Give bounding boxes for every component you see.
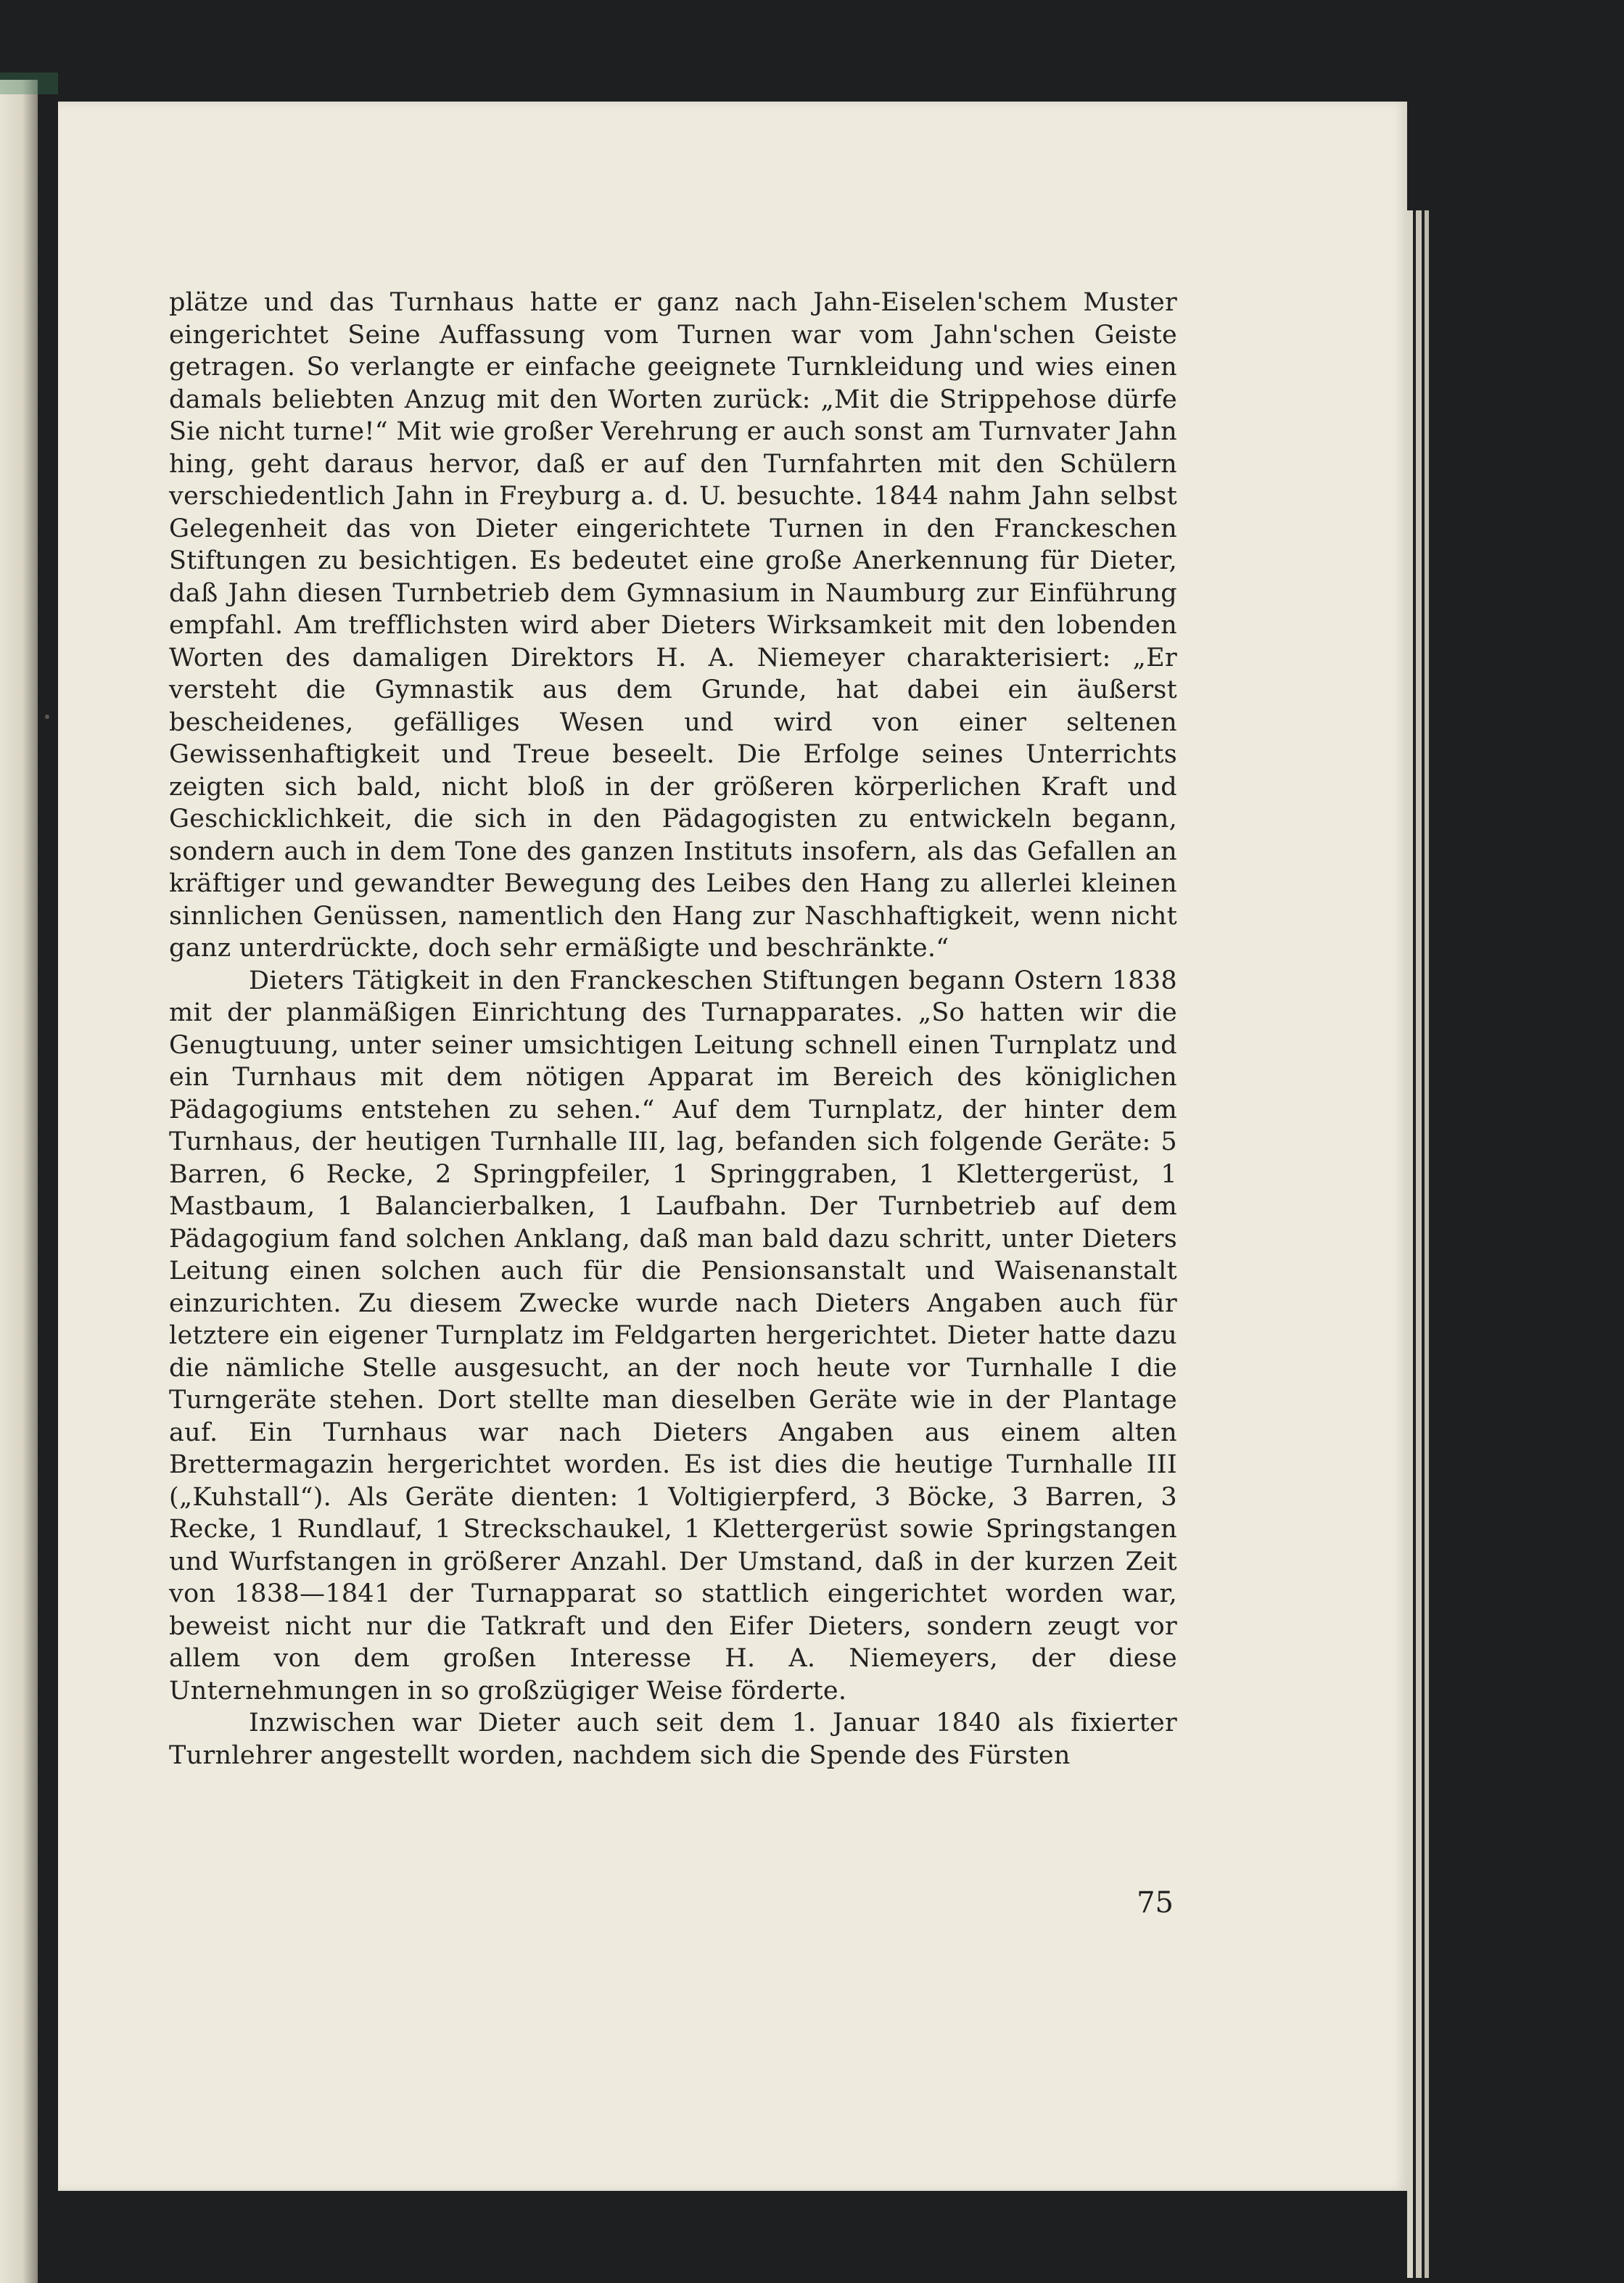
page-edge-stack: [1425, 210, 1429, 2278]
page-edge-stack: [1407, 210, 1413, 2278]
paragraph: Inzwischen war Dieter auch seit dem 1. Januar 1840 als fixierter Turnlehrer angestellt worden, nachdem sich die Spende des Fürsten: [169, 1708, 1177, 1770]
body-text: [169, 287, 1177, 1772]
page-number: 75: [1137, 1886, 1174, 1920]
paragraph: Dieters Tätigkeit in den Franckeschen Stiftungen begann Ostern 1838 mit der planmäßigen Einrichtung des Turnapparates. „So hatten wir die Genugtuung, unter seiner umsichtigen Leitung schnell einen Turnplatz und ein Turnhaus mit dem nötigen Apparat im Bereich des königlichen Pädagogiums entstehen zu sehen.“ Auf dem Turnplatz, der hinter dem Turnhaus, der heutigen Turnhalle III, lag, befanden sich folgende Geräte: 5 Barren, 6 Recke, 2 Springpfeiler, 1 Springgraben, 1 Klettergerüst, 1 Mastbaum, 1 Balancierbalken, 1 Laufbahn. Der Turnbetrieb auf dem Pädagogium fand solchen Anklang, daß man bald dazu schritt, unter Dieters Leitung einen solchen auch für die Pensionsanstalt und Waisenanstalt einzurichten. Zu diesem Zwecke wurde nach Dieters Angaben auch für letztere ein eigener Turnplatz im Feldgarten hergerichtet. Dieter hatte dazu die nämliche Stelle ausgesucht, an der noch heute vor Turnhalle I die Turngeräte stehen. Dort stellte man dieselben Geräte wie in der Plantage auf. Ein Turnhaus war nach Dieters Angaben aus einem alten Brettermagazin hergerichtet worden. Es ist dies die heutige Turnhalle III („Kuhstall“). Als Geräte dienten: 1 Voltigierpferd, 3 Böcke, 3 Barren, 3 Recke, 1 Rundlauf, 1 Streckschaukel, 1 Klettergerüst sowie Springstangen und Wurfstangen in größerer Anzahl. Der Umstand, daß in der kurzen Zeit von 1838—1841 der Turnapparat so stattlich eingerichtet worden war, beweist nicht nur die Tatkraft und den Eifer Dieters, sondern zeugt vor allem von dem großen Interesse H. A. Niemeyers, der diese Unternehmungen in so großzügiger Weise förderte.: [169, 966, 1177, 1706]
bookmark-ribbon: [0, 73, 58, 94]
paper-speck: [45, 715, 49, 719]
page-edge-stack: [1416, 210, 1422, 2278]
paragraph: plätze und das Turnhaus hatte er ganz nach Jahn-Eiselen'schem Muster eingerichtet Seine Auffassung vom Turnen war vom Jahn'schen Geiste getragen. So verlangte er einfache geeignete Turnkleidung und wies einen damals beliebten Anzug mit den Worten zurück: „Mit die Strippehose dürfe Sie nicht turne!“ Mit wie großer Verehrung er auch sonst am Turnvater Jahn hing, geht daraus hervor, daß er auf den Turnfahrten mit den Schülern verschiedentlich Jahn in Freyburg a. d. U. besuchte. 1844 nahm Jahn selbst Gelegenheit das von Dieter eingerichtete Turnen in den Franckeschen Stiftungen zu besichtigen. Es bedeutet eine große Anerkennung für Dieter, daß Jahn diesen Turnbetrieb dem Gymnasium in Naumburg zur Einführung empfahl. Am trefflichsten wird aber Dieters Wirksamkeit mit den lobenden Worten des damaligen Direktors H. A. Niemeyer charakterisiert: „Er versteht die Gymnastik aus dem Grunde, hat dabei ein äußerst bescheidenes, gefälliges Wesen und wird von einer seltenen Gewissenhaftigkeit und Treue beseelt. Die Erfolge seines Unterrichts zeigten sich bald, nicht bloß in der größeren körperlichen Kraft und Geschicklichkeit, die sich in den Pädagogisten zu entwickeln begann, sondern auch in dem Tone des ganzen Instituts insofern, als das Gefallen an kräftiger und gewandter Bewegung des Leibes den Hang zu allerlei kleinen sinnlichen Genüssen, namentlich den Hang zur Naschhaftigkeit, wenn nicht ganz unterdrückte, doch sehr ermäßigte und beschränkte.“: [169, 288, 1177, 963]
left-page-edge: [0, 80, 38, 2283]
